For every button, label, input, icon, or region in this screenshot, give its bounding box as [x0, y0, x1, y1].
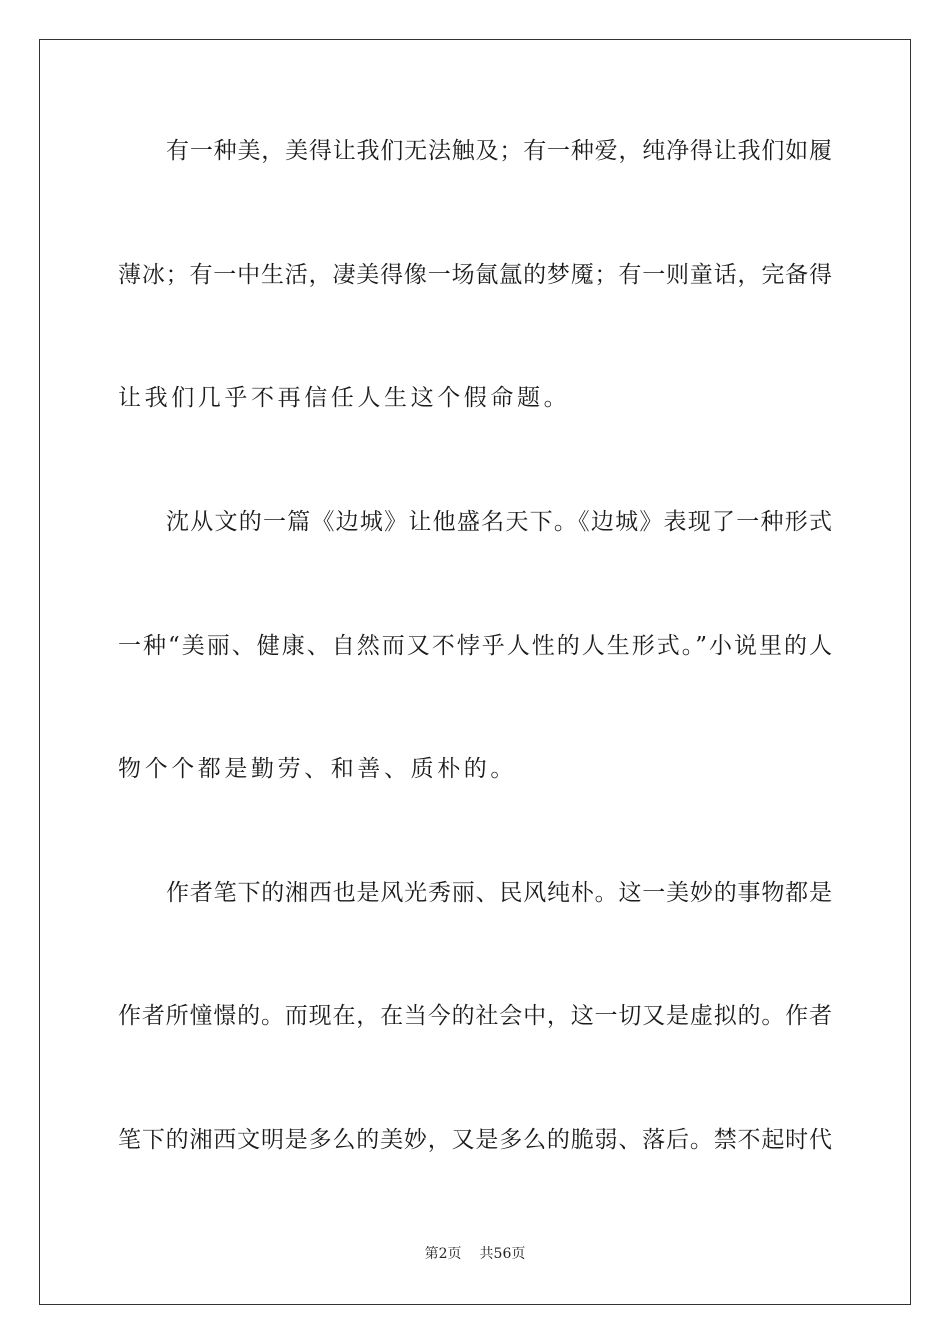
- paragraph-line: 沈从文的一篇《边城》让他盛名天下。《边城》表现了一种形式: [166, 509, 832, 535]
- paragraph-line: 有一种美，美得让我们无法触及；有一种爱，纯净得让我们如履: [166, 138, 832, 164]
- paragraph-line: 薄冰；有一中生活，凄美得像一场氤氲的梦魇；有一则童话，完备得: [118, 262, 832, 288]
- paragraph-line: 作者所憧憬的。而现在，在当今的社会中，这一切又是虚拟的。作者: [118, 1003, 832, 1029]
- paragraph-line: 物个个都是勤劳、和善、质朴的。: [118, 756, 517, 782]
- page-border: [39, 39, 911, 1305]
- paragraph-line: 作者笔下的湘西也是风光秀丽、民风纯朴。这一美妙的事物都是: [166, 880, 832, 906]
- paragraph-line: 让我们几乎不再信任人生这个假命题。: [118, 385, 571, 411]
- page-total: 共56页: [479, 1246, 526, 1262]
- paragraph-line: 一种“美丽、健康、自然而又不悖乎人性的人生形式。”小说里的人: [118, 633, 832, 659]
- page-number: 第2页: [424, 1246, 462, 1262]
- paragraph-line: 笔下的湘西文明是多么的美妙，又是多么的脆弱、落后。禁不起时代: [118, 1127, 832, 1153]
- page-footer: [0, 1245, 950, 1263]
